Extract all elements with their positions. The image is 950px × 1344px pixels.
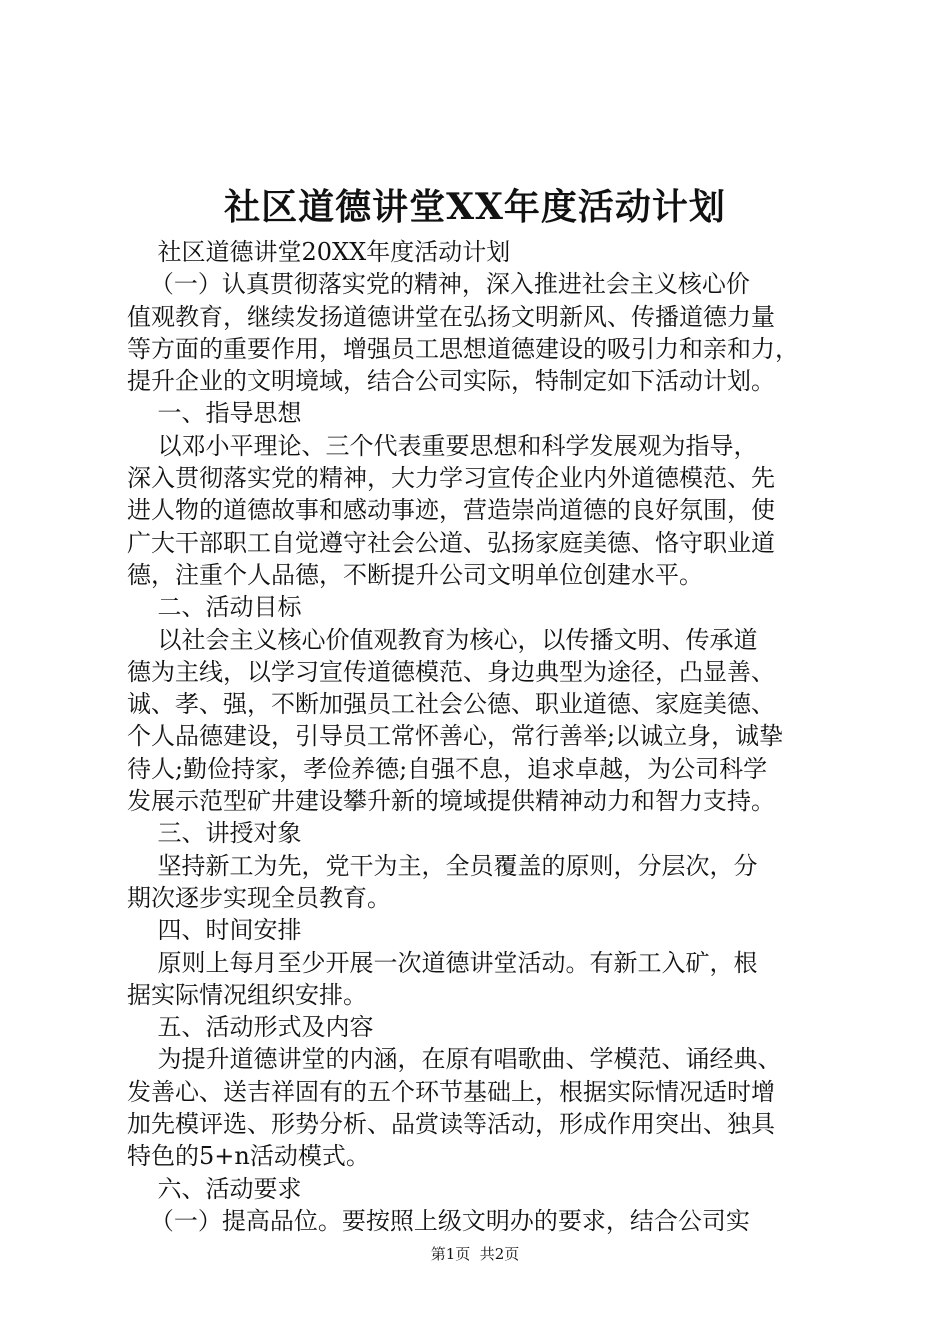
section-heading: 五、活动形式及内容 [127,1013,374,1042]
text-line: 进人物的道德故事和感动事迹，营造崇尚道德的良好氛围，使 [127,496,775,525]
section-heading: 二、活动目标 [127,593,302,622]
page-number: 第1页 共2页 [430,1245,520,1263]
text-line: 等方面的重要作用，增强员工思想道德建设的吸引力和亲和力， [127,334,799,363]
text-line: 为提升道德讲堂的内涵，在原有唱歌曲、学模范、诵经典、 [127,1045,782,1074]
text-line: 加先模评选、形势分析、品赏读等活动，形成作用突出、独具 [127,1110,775,1139]
text-line: 德为主线，以学习宣传道德模范、身边典型为途径，凸显善、 [127,657,775,686]
text-line: 期次逐步实现全员教育。 [127,883,391,912]
section-heading: 六、活动要求 [127,1174,302,1203]
text-line: 社区道德讲堂20XX年度活动计划 [127,238,511,266]
text-line: 原则上每月至少开展一次道德讲堂活动。有新工入矿，根 [127,948,758,977]
section-heading: 三、讲授对象 [127,819,302,848]
section-heading: 一、指导思想 [127,399,302,428]
section-heading: 四、时间安排 [127,916,302,945]
text-line: 诚、孝、强，不断加强员工社会公德、职业道德、家庭美德、 [127,690,775,719]
text-line: 据实际情况组织安排。 [127,980,367,1009]
text-line: （一）认真贯彻落实党的精神，深入推进社会主义核心价 [127,270,750,299]
text-line: 特色的5+n活动模式。 [127,1142,370,1171]
text-line: 以邓小平理论、三个代表重要思想和科学发展观为指导， [127,431,758,460]
text-line: 个人品德建设，引导员工常怀善心，常行善举;以诚立身，诚挚 [127,722,784,751]
text-line: 以社会主义核心价值观教育为核心，以传播文明、传承道 [127,625,758,654]
text-line: 值观教育，继续发扬道德讲堂在弘扬文明新风、传播道德力量 [127,302,775,331]
text-line: 待人;勤俭持家，孝俭养德;自强不息，追求卓越，为公司科学 [127,754,768,783]
text-line: 发展示范型矿井建设攀升新的境域提供精神动力和智力支持。 [127,787,775,816]
text-line: （一）提高品位。要按照上级文明办的要求，结合公司实 [127,1206,750,1235]
text-line: 德，注重个人品德，不断提升公司文明单位创建水平。 [127,560,703,589]
text-line: 深入贯彻落实党的精神，大力学习宣传企业内外道德模范、先 [127,464,775,493]
text-line: 提升企业的文明境域，结合公司实际，特制定如下活动计划。 [127,367,775,396]
text-line: 坚持新工为先，党干为主，全员覆盖的原则，分层次，分 [127,851,758,880]
text-line: 发善心、送吉祥固有的五个环节基础上，根据实际情况适时增 [127,1077,775,1106]
document-title: 社区道德讲堂XX年度活动计划 [224,186,726,228]
document-body [127,236,847,1237]
text-line: 广大干部职工自觉遵守社会公道、弘扬家庭美德、恪守职业道 [127,528,775,557]
